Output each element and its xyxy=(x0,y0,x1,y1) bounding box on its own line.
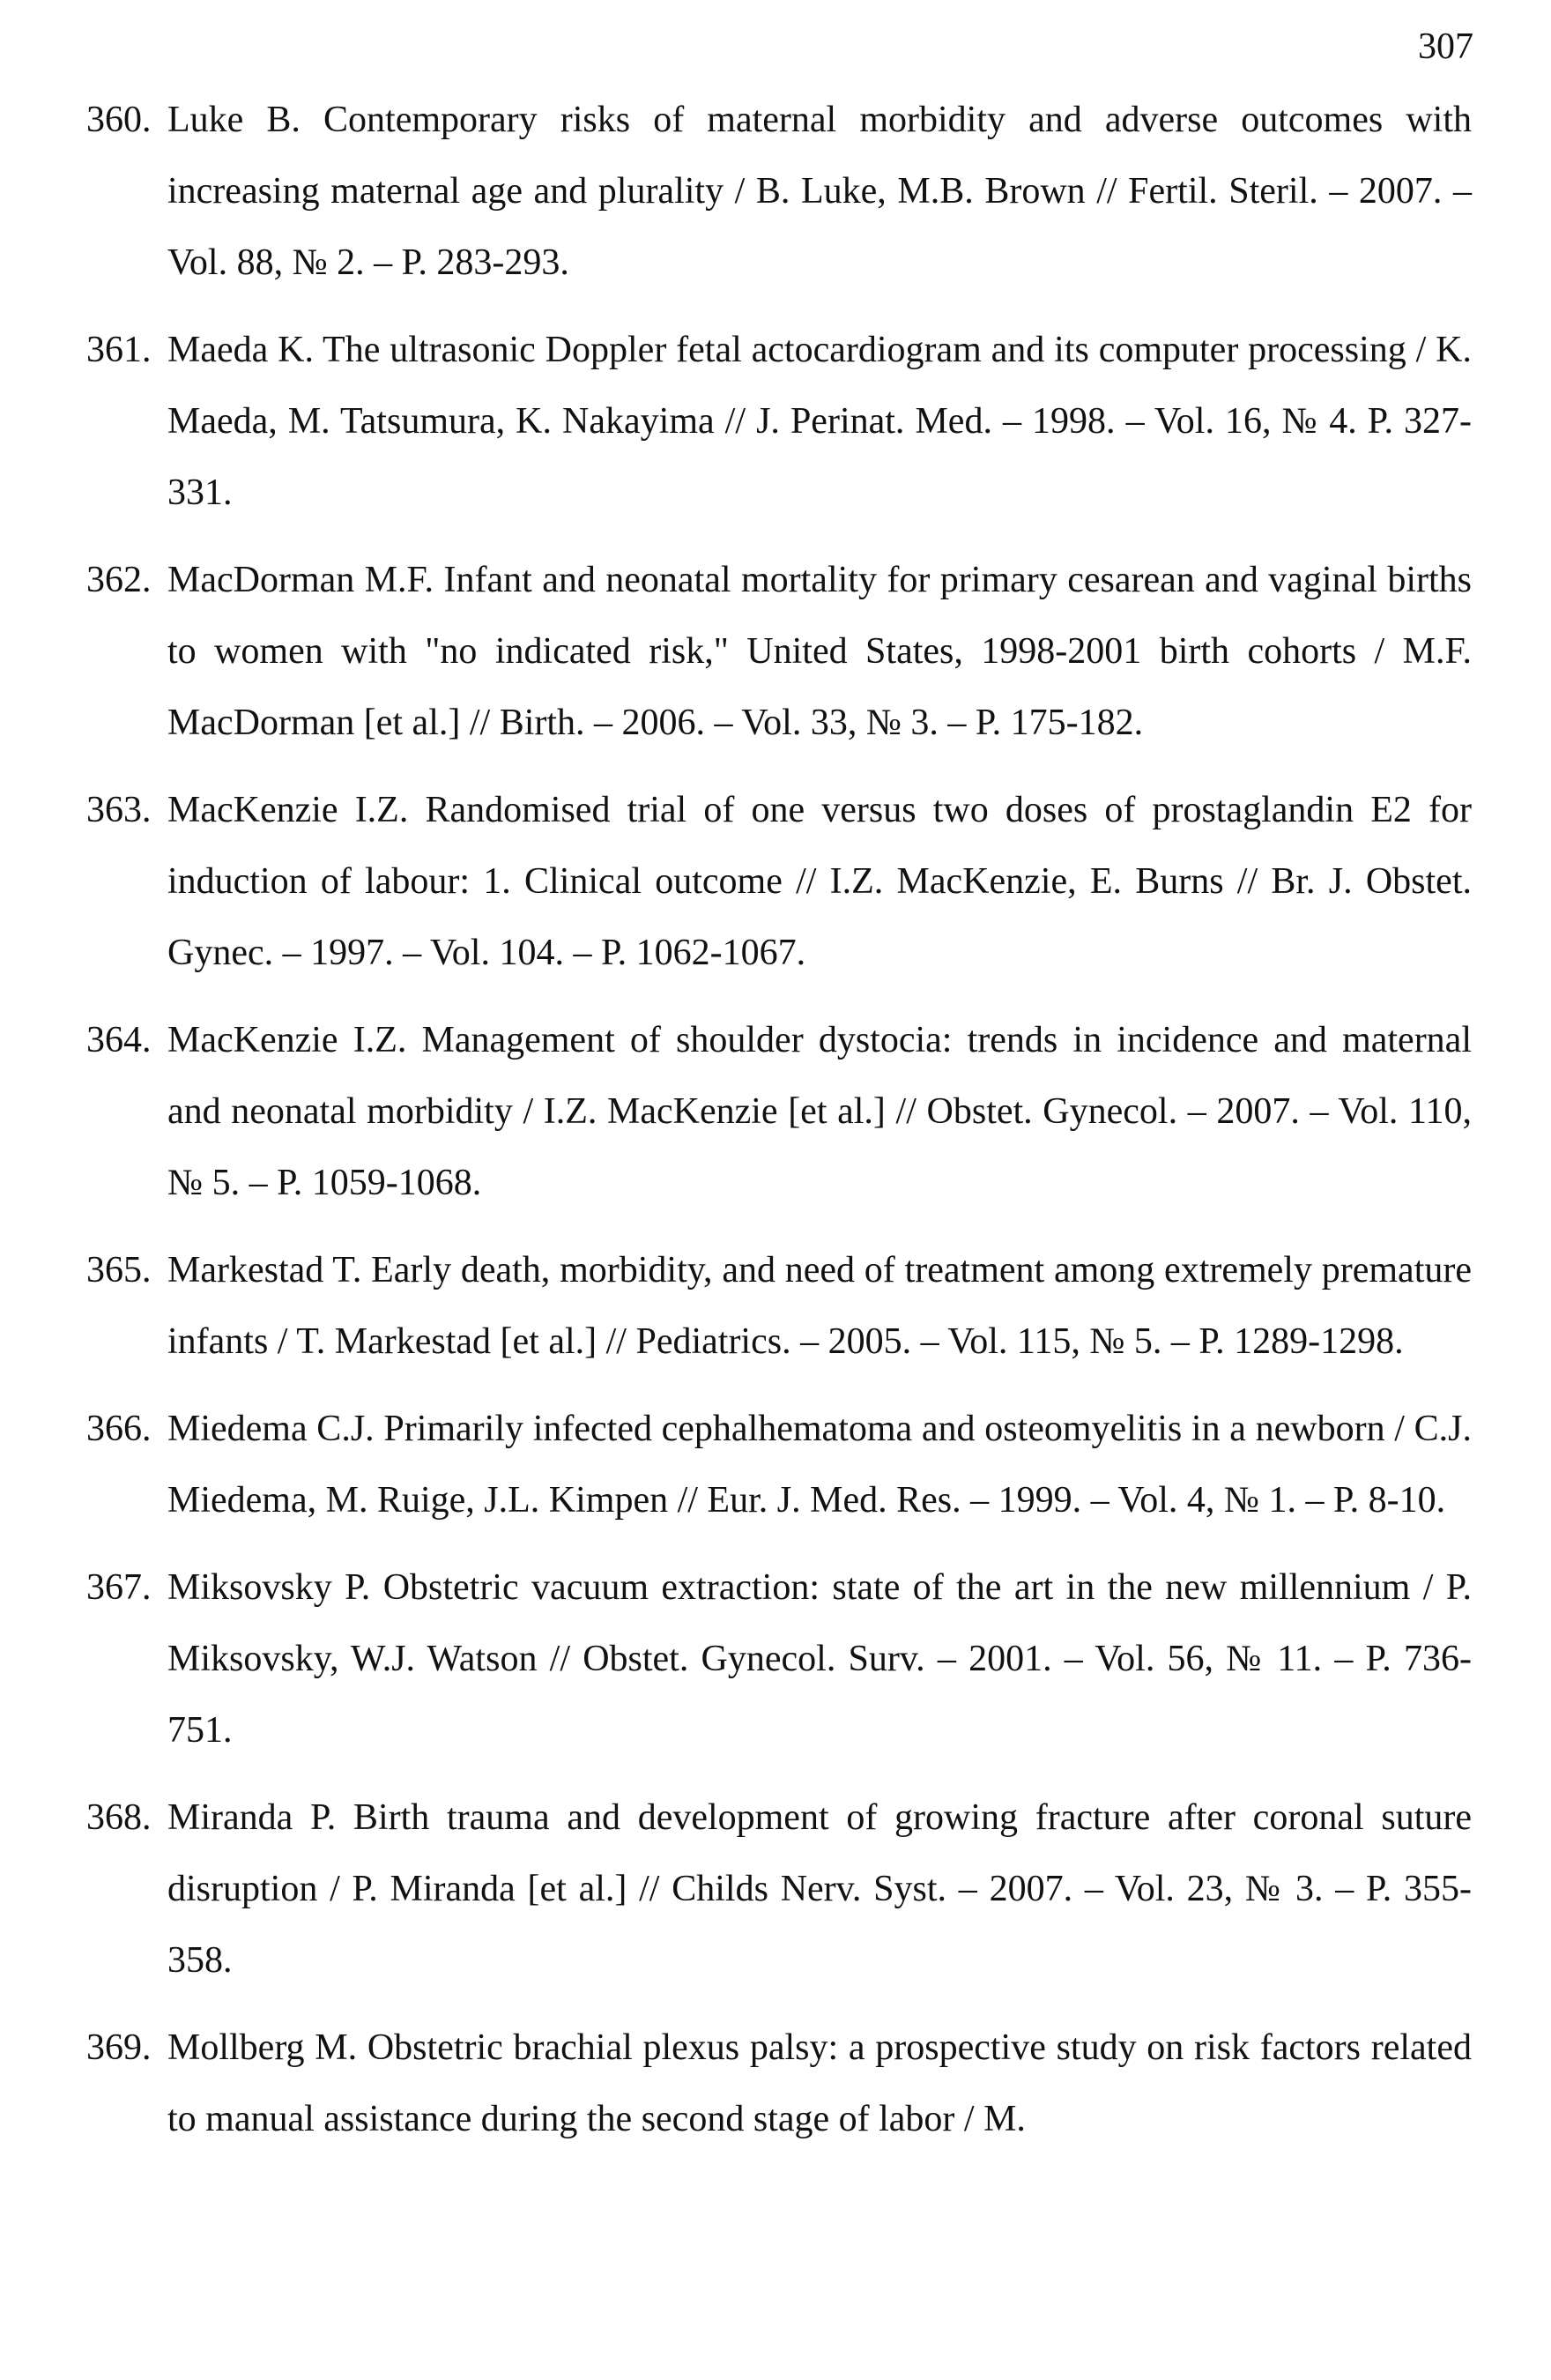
reference-number: 365. xyxy=(86,1250,152,1290)
reference-text: Miranda P. Birth trauma and development of growing fracture after coronal suture disruption / P. Miranda [et al.] // Childs Nerv. Syst. – 2007. – Vol. 23, № 3. – P. 355-358. xyxy=(167,1797,1472,1981)
reference-item xyxy=(86,1782,1472,1997)
reference-number: 367. xyxy=(86,1567,152,1608)
reference-number: 360. xyxy=(86,100,152,140)
reference-list xyxy=(86,85,1472,2155)
reference-item xyxy=(86,1552,1472,1766)
reference-text: Luke B. Contemporary risks of maternal morbidity and adverse outcomes with increasing maternal age and plurality / B. Luke, M.B. Brown // Fertil. Steril. – 2007. – Vol. 88, № 2. – P. 283-293. xyxy=(167,100,1472,283)
reference-text: MacKenzie I.Z. Randomised trial of one versus two doses of prostaglandin E2 for induction of labour: 1. Clinical outcome // I.Z. MacKenzie, E. Burns // Br. J. Obstet. Gynec. – 1997. – Vol. 104. – P. 1062-1067. xyxy=(167,790,1472,973)
reference-item xyxy=(86,775,1472,989)
reference-item xyxy=(86,85,1472,299)
reference-number: 368. xyxy=(86,1797,152,1838)
reference-item xyxy=(86,1005,1472,1219)
reference-item xyxy=(86,1394,1472,1536)
reference-text: MacKenzie I.Z. Management of shoulder dystocia: trends in incidence and maternal and neonatal morbidity / I.Z. MacKenzie [et al.] // Obstet. Gynecol. – 2007. – Vol. 110, № 5. – P. 1059-1068. xyxy=(167,1020,1472,1203)
reference-item xyxy=(86,1235,1472,1378)
reference-text: Mollberg M. Obstetric brachial plexus palsy: a prospective study on risk factors related to manual assistance during the second stage of labor / M. xyxy=(167,2027,1472,2139)
reference-text: Markestad T. Early death, morbidity, and need of treatment among extremely premature infants / T. Markestad [et al.] // Pediatrics. – 2005. – Vol. 115, № 5. – P. 1289-1298. xyxy=(167,1250,1472,1362)
reference-item xyxy=(86,545,1472,759)
reference-number: 364. xyxy=(86,1020,152,1060)
page-number: 307 xyxy=(1418,26,1473,67)
reference-number: 366. xyxy=(86,1409,152,1449)
reference-text: Miedema C.J. Primarily infected cephalhematoma and osteomyelitis in a newborn / C.J. Miedema, M. Ruige, J.L. Kimpen // Eur. J. Med. Res. – 1999. – Vol. 4, № 1. – P. 8-10. xyxy=(167,1409,1472,1521)
reference-item xyxy=(86,2012,1472,2155)
reference-item xyxy=(86,315,1472,529)
reference-number: 369. xyxy=(86,2027,152,2068)
reference-text: Miksovsky P. Obstetric vacuum extraction: state of the art in the new millennium / P. Miksovsky, W.J. Watson // Obstet. Gynecol. Surv. – 2001. – Vol. 56, № 11. – P. 736-751. xyxy=(167,1567,1472,1751)
reference-number: 363. xyxy=(86,790,152,830)
reference-number: 362. xyxy=(86,560,152,600)
reference-text: Maeda K. The ultrasonic Doppler fetal actocardiogram and its computer processing / K. Maeda, M. Tatsumura, K. Nakayima // J. Perinat. Med. – 1998. – Vol. 16, № 4. P. 327-331. xyxy=(167,330,1472,513)
reference-number: 361. xyxy=(86,330,152,370)
reference-text: MacDorman M.F. Infant and neonatal mortality for primary cesarean and vaginal births to women with "no indicated risk," United States, 1998-2001 birth cohorts / M.F. MacDorman [et al.] // Birth. – 2006. – Vol. 33, № 3. – P. 175-182. xyxy=(167,560,1472,743)
